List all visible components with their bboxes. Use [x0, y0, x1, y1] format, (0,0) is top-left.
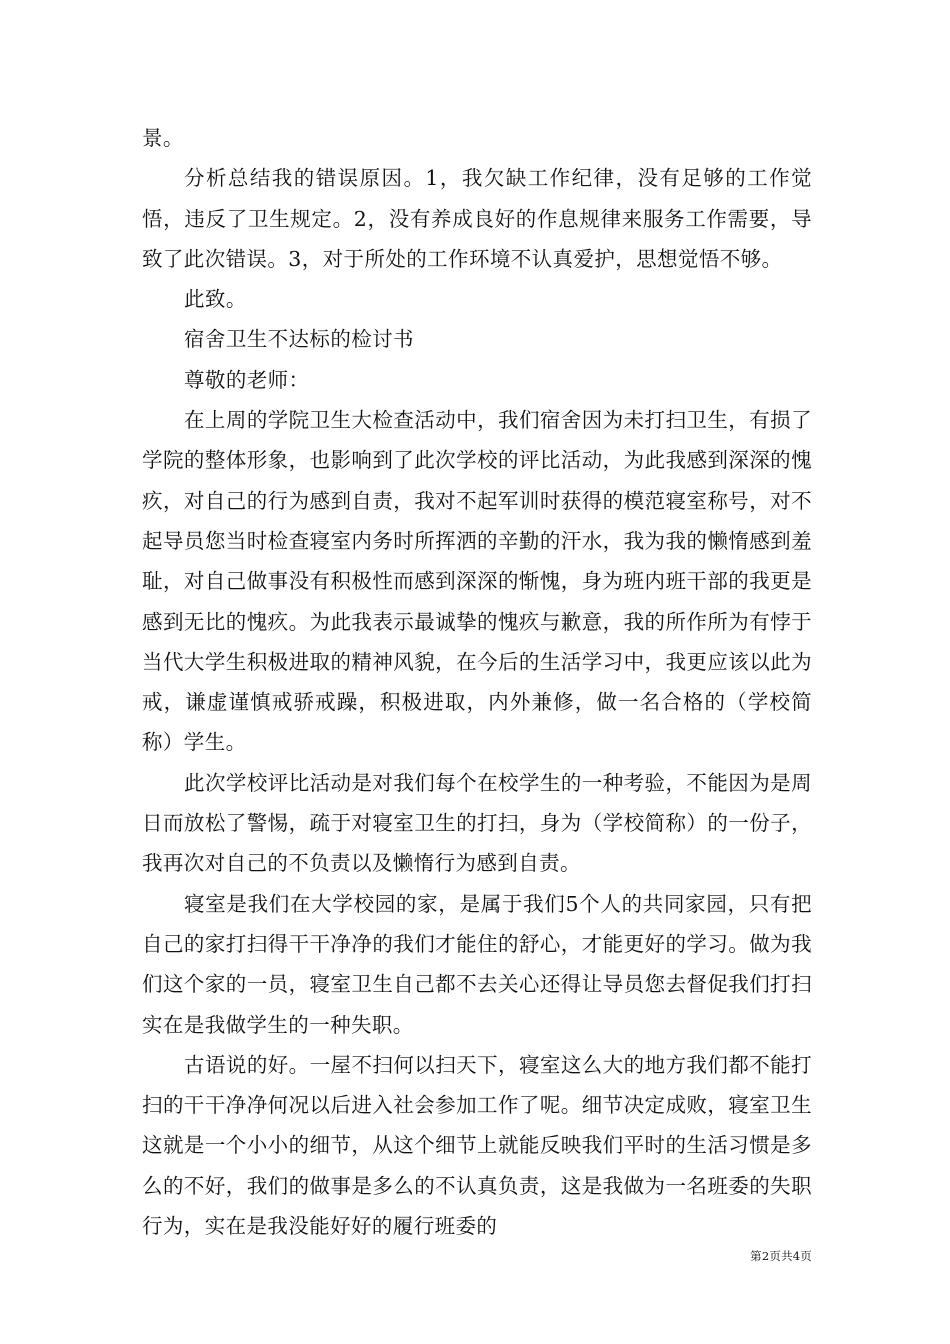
paragraph-evaluation: 此次学校评比活动是对我们每个在校学生的一种考验，不能因为是周日而放松了警惕，疏于对寝室卫生的打扫，身为（学校简称）的一份子，我再次对自己的不负责以及懒惰行为感到自责。 — [142, 770, 812, 876]
paragraph-dorm-home: 寝室是我们在大学校园的家，是属于我们5个人的共同家园，只有把自己的家打扫得干干净净的我们才能住的舒心，才能更好的学习。做为我们这个家的一员，寝室卫生自己都不去关心还得让导员您去督促我们打扫实在是我做学生的一种失职。 — [142, 891, 812, 1037]
page-number: 第2页共4页 — [750, 1249, 812, 1263]
paragraph-inspection: 在上周的学院卫生大检查活动中，我们宿舍因为未打扫卫生，有损了学院的整体形象，也影响到了此次学校的评比活动，为此我感到深深的愧疚，对自己的行为感到自责，我对不起军训时获得的模范寝室称号，对不起导员您当时检查寝室内务时所挥洒的辛勤的汗水，我为我的懒惰感到羞耻，对自己做事没有积极性而感到深深的惭愧，身为班内班干部的我更是感到无比的愧疚。为此我表示最诚挚的愧疚与歉意，我的所作所为有悖于当代大学生积极进取的精神风貌，在今后的生活学习中，我更应该以此为戒，谦虚谨慎戒骄戒躁，积极进取，内外兼修，做一名合格的（学校简称）学生。 — [142, 408, 812, 755]
paragraph-closing: 此致。 — [184, 287, 247, 312]
document-body — [142, 118, 812, 1246]
paragraph-proverb: 古语说的好。一屋不扫何以扫天下，寝室这么大的地方我们都不能打扫的干干净净何况以后进入社会参加工作了呢。细节决定成败，寝室卫生这就是一个小小的细节，从这个细节上就能反映我们平时的生活习惯是多么的不好，我们的做事是多么的不认真负责，这是我做为一名班委的失职行为，实在是我没能好好的履行班委的 — [142, 1052, 812, 1239]
paragraph-error-analysis: 分析总结我的错误原因。1，我欠缺工作纪律，没有足够的工作觉悟，违反了卫生规定。2，没有养成良好的作息规律来服务工作需要，导致了此次错误。3，对于所处的工作环境不认真爱护，思想觉悟不够。 — [142, 166, 812, 271]
document-title: 宿舍卫生不达标的检讨书 — [184, 327, 414, 352]
paragraph-continuation: 景。 — [142, 126, 184, 150]
salutation: 尊敬的老师： — [184, 367, 310, 392]
